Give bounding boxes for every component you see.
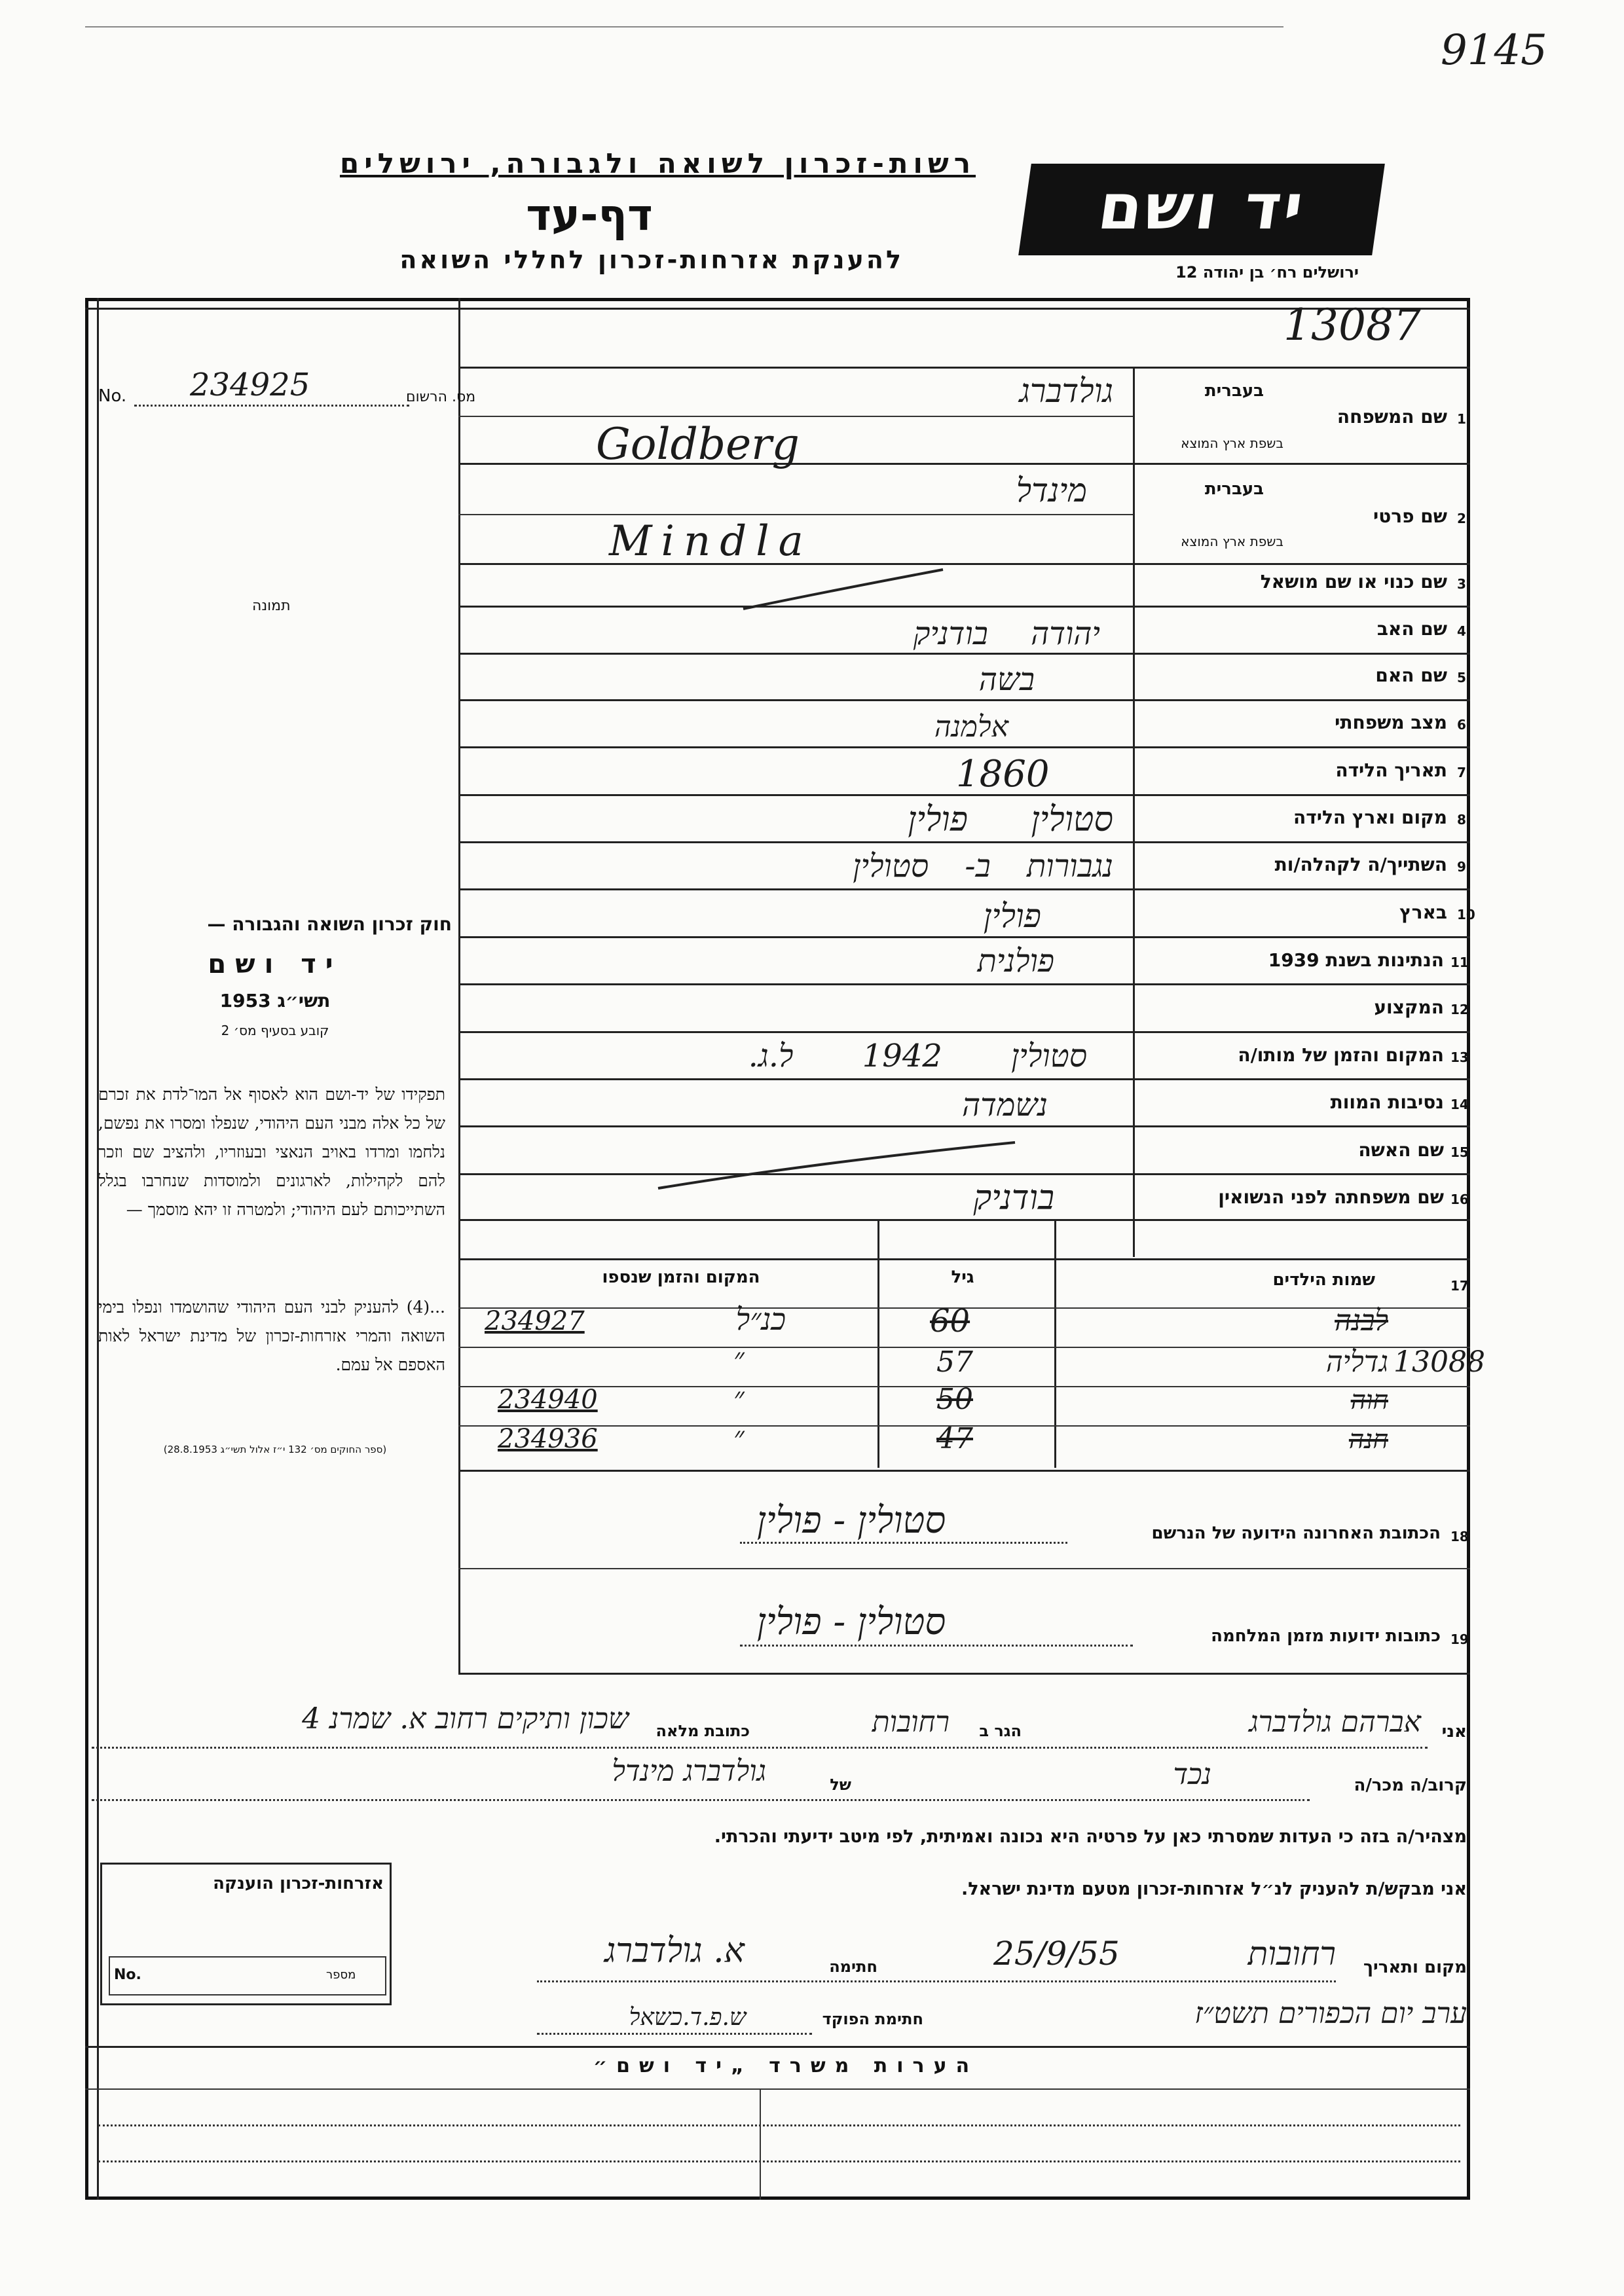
office-notes-top-line <box>85 2046 1470 2048</box>
address-19-label: כתובות ידועות מזמן המלחמה <box>1211 1626 1441 1646</box>
field-2-label: שם פרטי <box>1373 505 1447 527</box>
photo-label: תמונה <box>252 598 291 614</box>
field-1-origin-hint: בשפת ארץ המוצא <box>1181 435 1283 451</box>
child-1-ref: 234927 <box>485 1306 585 1336</box>
officer-dots <box>537 2033 812 2035</box>
declaration-i-label: אני <box>1441 1722 1467 1741</box>
address-18-value: סטולין - פולין <box>756 1499 946 1542</box>
field-9-number: 9 <box>1457 859 1466 875</box>
registration-no-prefix: No. <box>98 386 127 406</box>
children-col-place: המקום והזמן שנספו <box>602 1267 760 1287</box>
field-16-number: 16 <box>1450 1192 1469 1207</box>
row-divider-14 <box>458 1125 1470 1127</box>
law-paragraph-2: ...(4) להעניק לבני העם היהודי שהושמדו ונפלו בימי השואה והמרי אזרחות-זכרון של מדינת ישראל לאות האספם אל עמם. <box>98 1298 445 1374</box>
children-col-divider-2 <box>1054 1219 1056 1468</box>
address-19-value: סטולין - פולין <box>756 1601 946 1643</box>
field-8-value: סטולין פולין <box>908 800 1113 839</box>
declaration-of-value: גולדברג מינדל <box>612 1755 766 1788</box>
child-2-age: 57 <box>936 1345 973 1379</box>
label-column-divider <box>1133 367 1135 1257</box>
citizenship-box-number-label: מספר <box>326 1968 356 1982</box>
field-2-origin-hint: בשפת ארץ המוצא <box>1181 534 1283 549</box>
children-header-line <box>458 1258 1470 1260</box>
children-field-number: 17 <box>1450 1278 1469 1294</box>
office-notes-title: הערות משרד „יד ושם״ <box>593 2054 979 2077</box>
child-2-name: גדליה <box>1325 1345 1388 1379</box>
signature-label: חתימה <box>829 1958 877 1976</box>
declaration-resides-label: הגר ב <box>979 1722 1022 1740</box>
children-col-age: גיל <box>951 1267 974 1287</box>
form-subtitle: להענקת אזרחות-זכרון לחללי השואה <box>399 246 904 274</box>
yad-vashem-logo <box>1018 164 1385 255</box>
row-divider-16 <box>458 1219 1470 1221</box>
signature-value: א. גולדברג <box>604 1931 745 1971</box>
row-divider-1a <box>458 416 1133 417</box>
field-13-value: סטולין 1942 ל.ג. <box>748 1038 1087 1074</box>
field-1-value-hebrew: גולדברג <box>1019 372 1113 410</box>
logo-address: ירושלים רח׳ בן יהודה 12 <box>1175 263 1359 282</box>
row-divider-5 <box>458 699 1470 701</box>
address-18-dots <box>740 1542 1067 1544</box>
left-column-divider <box>458 298 460 1673</box>
child-2-ref: 13088 <box>1393 1345 1485 1379</box>
child-3-place: ״ <box>733 1381 745 1415</box>
row-divider-4 <box>458 653 1470 655</box>
field-2-number: 2 <box>1457 511 1466 526</box>
form-title: דף-עד <box>526 190 653 240</box>
field-11-value: פולנית <box>977 943 1054 979</box>
address-18-mid-line <box>458 1568 1470 1569</box>
field-15-number: 15 <box>1450 1144 1469 1160</box>
child-3-name: חוה <box>1350 1385 1388 1415</box>
address-19-bottom-line <box>458 1673 1470 1675</box>
field-12-number: 12 <box>1450 1002 1469 1017</box>
field-3-label: שם כנוי או שם מושאל <box>1260 571 1447 592</box>
officer-value: ערב יום הכפורים תשט״ז <box>1194 1997 1467 2030</box>
top-rule <box>85 26 1283 27</box>
citizenship-box <box>100 1863 392 2005</box>
row-divider-13 <box>458 1078 1470 1080</box>
law-clause: קובע בסעיף מס׳ 2 <box>221 1023 329 1038</box>
row-divider-9 <box>458 888 1470 890</box>
children-col-names: שמות הילדים <box>1272 1270 1375 1290</box>
field-8-number: 8 <box>1457 812 1466 828</box>
field-16-value: בודניק <box>973 1178 1054 1218</box>
law-paragraph-1: תפקידו של יד-ושם הוא לאסוף אל המו־לדת את זכרם של כל אלה מבני העם היהודי, שנפלו ומסרו את נפשם, נלחמו ומרדו באויב הנאצי ובעוזריו, ולהציב שם וזכר להם לקהילות, לארגונים ולמוסדות שנחרבו בגלל השתייכותם לעם היהודי; ולמטרה זו יהא מוסמך — <box>98 1085 445 1219</box>
field-1-label: שם המשפחה <box>1337 406 1447 428</box>
children-table-bottom <box>458 1470 1470 1472</box>
row-divider-12 <box>458 1031 1470 1033</box>
field-2-value-hebrew: מינדל <box>1016 471 1087 509</box>
children-col-divider-1 <box>877 1219 879 1468</box>
law-year: תשי״ג 1953 <box>219 990 331 1011</box>
field-7-number: 7 <box>1457 765 1466 780</box>
declaration-line-1-dots <box>92 1747 1428 1749</box>
address-18-label: הכתובת האחרונה הידועה של הנרשם <box>1151 1523 1441 1543</box>
row-divider-3 <box>458 606 1470 608</box>
field-13-number: 13 <box>1450 1049 1469 1065</box>
field-2-value-origin: Mindla <box>609 517 813 566</box>
child-3-ref: 234940 <box>498 1385 598 1415</box>
officer-stamp: ש.פ.ד.כשאל <box>629 2004 747 2031</box>
field-6-value: אלמנה <box>934 710 1008 744</box>
declaration-statement-1: מצהיר/ה בזה כי העדות שמסרתי כאן על פרטיה היא נכונה ואמיתית, לפי מיטב ידיעתי והכרתי. <box>714 1827 1467 1847</box>
child-4-ref: 234936 <box>498 1424 598 1454</box>
field-12-label: המקצוע <box>1374 996 1444 1018</box>
office-notes-dots-1 <box>98 2124 1460 2126</box>
signature-dots <box>537 1980 1336 1982</box>
declaration-of-label: של <box>830 1776 851 1794</box>
address-18-number: 18 <box>1450 1529 1469 1544</box>
address-19-dots <box>740 1645 1133 1647</box>
declaration-address-value: שכון ותיקים רחוב א. שמרנ 4 <box>302 1702 629 1736</box>
row-divider-10 <box>458 936 1470 938</box>
child-4-place: ״ <box>733 1421 745 1454</box>
field-11-label: הנתינות בשנת 1939 <box>1268 949 1444 971</box>
field-15-label: שם האשה <box>1358 1139 1444 1161</box>
field-6-number: 6 <box>1457 717 1466 733</box>
row-divider-11 <box>458 983 1470 985</box>
place-date-value: רחובות 25/9/55 <box>993 1935 1336 1973</box>
citizenship-box-title: אזרחות-זכרון הוענקה <box>213 1874 384 1893</box>
field-11-number: 11 <box>1450 955 1469 970</box>
field-10-label: בארץ <box>1399 902 1447 923</box>
citizenship-box-entry <box>109 1956 386 1995</box>
office-notes-title-line <box>85 2088 1470 2090</box>
top-row-line <box>458 367 1470 369</box>
declaration-resides-value: רחובות <box>872 1705 950 1739</box>
child-4-age: 47 <box>936 1422 973 1455</box>
office-notes-dots-2 <box>98 2160 1460 2162</box>
field-7-value: 1860 <box>956 753 1050 795</box>
place-date-label: מקום ותאריך <box>1363 1958 1467 1977</box>
archive-number: 9145 <box>1441 26 1547 75</box>
registration-number: 234925 <box>190 367 310 403</box>
citizenship-box-no: No. <box>114 1967 141 1983</box>
field-4-label: שם האב <box>1376 618 1447 640</box>
field-1-hebrew-hint: בעברית <box>1204 381 1264 401</box>
field-10-value: פולין <box>983 897 1041 935</box>
field-14-value: נשמדה <box>962 1087 1048 1123</box>
office-notes-divider <box>760 2088 761 2200</box>
registration-dots <box>134 405 409 407</box>
field-1-number: 1 <box>1457 411 1466 427</box>
law-org: יד ושם <box>208 949 342 979</box>
field-9-value: נגבורות ב- סטולין <box>853 848 1113 884</box>
field-9-label: השתייך/ה לקהלה/ות <box>1274 854 1447 875</box>
frame-inner-top <box>85 308 1470 310</box>
field-4-number: 4 <box>1457 623 1466 639</box>
field-2-hebrew-hint: בעברית <box>1204 479 1264 499</box>
child-1-age: 60 <box>930 1303 970 1339</box>
field-1-value-origin: Goldberg <box>596 419 800 469</box>
child-3-age: 50 <box>936 1383 973 1416</box>
child-1-place: כנ״ל <box>735 1302 786 1337</box>
officer-label: חתימת הפוקד <box>822 2010 923 2028</box>
field-13-label: המקום והזמן של מותו/ה <box>1238 1044 1444 1066</box>
field-5-value: בשה <box>978 661 1035 698</box>
row-divider-6 <box>458 746 1470 748</box>
child-1-name: לבנה <box>1335 1304 1388 1338</box>
child-4-name: חנה <box>1348 1425 1388 1455</box>
declaration-i-value: אברהם גולדברג <box>1249 1705 1421 1739</box>
law-heading: חוק זכרון השואה והגבורה — <box>207 913 452 935</box>
address-19-number: 19 <box>1450 1631 1469 1647</box>
declaration-relative-label: קרוב/ה מכר/ה <box>1354 1776 1467 1795</box>
field-8-label: מקום וארץ הלידה <box>1293 807 1447 828</box>
field-5-label: שם האם <box>1375 665 1447 686</box>
field-3-number: 3 <box>1457 576 1466 592</box>
declaration-statement-2: אני מבקש/ת להעניק לנ״ל אזרחות-זכרון מטעם מדינת ישראל. <box>961 1879 1467 1899</box>
row-divider-2a <box>458 514 1133 515</box>
field-5-number: 5 <box>1457 670 1466 685</box>
law-citation: (ספר החוקים מס׳ 132 י״ז אלול תשי״ג 28.8.1953) <box>163 1444 387 1455</box>
field-3-dash-stroke <box>740 563 950 615</box>
field-7-label: תאריך הלידה <box>1335 759 1447 781</box>
registration-label: מס. הרשום <box>406 389 476 405</box>
institution-name: רשות-זכרון לשואה ולגבורה, ירושלים <box>339 147 976 179</box>
child-2-place: ״ <box>733 1342 745 1376</box>
declaration-address-label: כתובת מלאה <box>655 1722 750 1740</box>
declaration-relative-value: נכד <box>1173 1758 1211 1791</box>
sheet-number: 13087 <box>1283 300 1421 350</box>
row-divider-8 <box>458 841 1470 843</box>
field-14-number: 14 <box>1450 1097 1469 1112</box>
declaration-line-2-dots <box>92 1799 1310 1801</box>
field-14-label: נסיבות המוות <box>1330 1091 1444 1113</box>
logo-text: יד ושם <box>1094 170 1310 244</box>
field-10-number: 10 <box>1457 907 1475 922</box>
field-4-value: יהודה בודניק <box>913 615 1100 652</box>
frame-inner-left <box>97 298 99 2200</box>
field-6-label: מצב משפחתי <box>1335 712 1447 733</box>
field-16-label: שם משפחתה לפני הנשואין <box>1218 1186 1444 1208</box>
